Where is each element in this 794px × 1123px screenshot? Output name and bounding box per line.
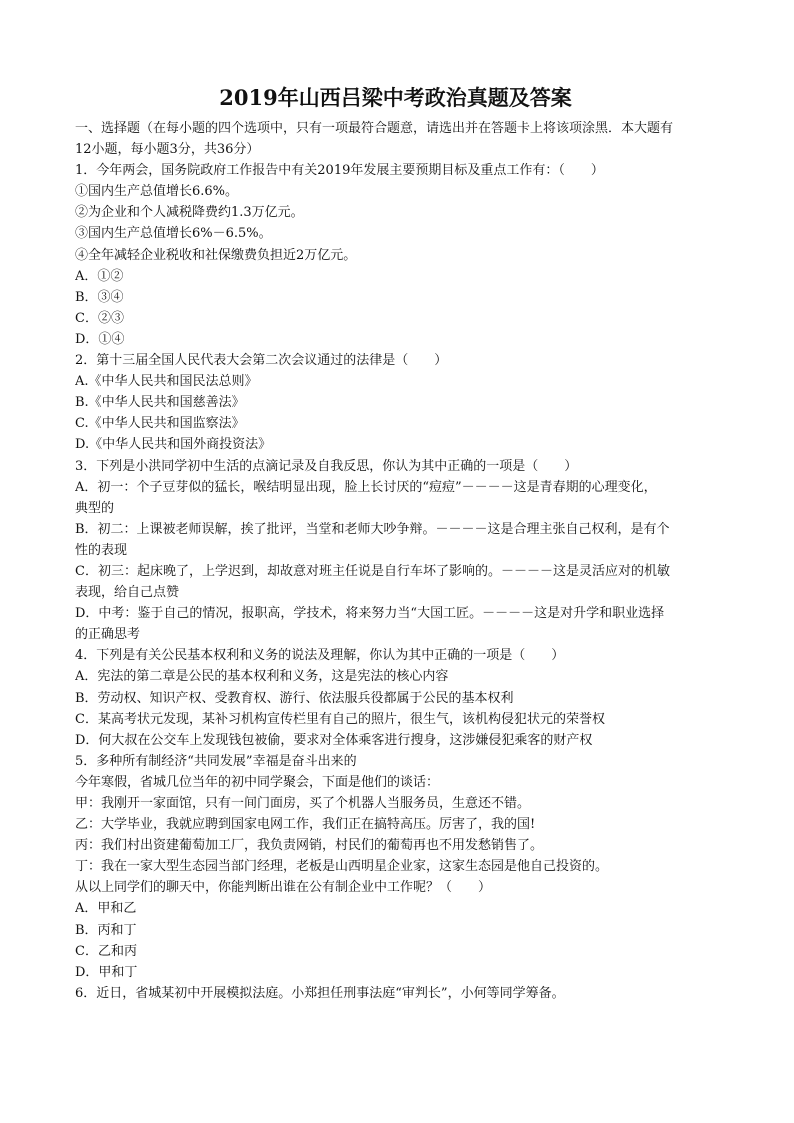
text-line: 的正确思考 — [75, 627, 141, 643]
document-title: 2019年山西吕梁中考政治真题及答案 — [219, 85, 572, 110]
text-line: C.《中华人民共和国监察法》 — [75, 416, 245, 432]
text-line: 一、选择题（在每小题的四个选项中，只有一项最符合题意，请选出并在答题卡上将该项涂黑．本大题有 — [75, 121, 674, 136]
text-line: ④全年减轻企业税收和社保缴费负担近2万亿元。 — [75, 247, 357, 263]
text-line: 3．下列是小洪同学初中生活的点滴记录及自我反思，你认为其中正确的一项是（ ） — [75, 458, 578, 474]
text-line: D．中考：鉴于自己的情况，报职高，学技术，将来努力当“大国工匠。－－－－这是对升学和职业选择 — [75, 606, 665, 622]
text-line: 乙：大学毕业，我就应聘到国家电网工作，我们正在搞特高压。厉害了，我的国! — [75, 817, 536, 833]
text-line: C．②③ — [75, 310, 124, 326]
text-line: 性的表现 — [75, 542, 128, 558]
text-line: C．乙和丙 — [75, 943, 137, 959]
text-line: ②为企业和个人减税降费约1.3万亿元。 — [75, 205, 304, 221]
text-line: 从以上同学们的聊天中，你能判断出谁在公有制企业中工作呢？（ ） — [75, 880, 492, 896]
text-line: B．丙和丁 — [75, 922, 137, 938]
text-line: 丙：我们村出资建葡萄加工厂，我负责网销，村民们的葡萄再也不用发愁销售了。 — [75, 838, 544, 854]
text-line: A.《中华人民共和国民法总则》 — [75, 374, 258, 390]
document-body — [75, 118, 716, 1004]
text-line: B．③④ — [75, 289, 124, 305]
text-line: 典型的 — [75, 500, 115, 516]
text-line: 今年寒假，省城几位当年的初中同学聚会，下面是他们的谈话： — [75, 774, 440, 790]
text-line: ③国内生产总值增长6%－6.5%。 — [75, 226, 272, 242]
text-line: B.《中华人民共和国慈善法》 — [75, 395, 245, 411]
text-line: A．初一：个子豆芽似的猛长，喉结明显出现，脸上长讨厌的“痘痘”－－－－这是青春期的心理变化， — [75, 479, 657, 495]
text-line: B．劳动权、知识产权、受教育权、游行、依法服兵役都属于公民的基本权利 — [75, 690, 514, 706]
text-line: 12小题，每小题3分，共36分） — [75, 142, 260, 158]
text-line: C．初三：起床晚了，上学迟到，却故意对班主任说是自行车坏了影响的。－－－－这是灵活应对的机敏 — [75, 563, 670, 579]
text-line: 6．近日，省城某初中开展模拟法庭。小郑担任刑事法庭“审判长”，小何等同学筹备。 — [75, 985, 565, 1001]
text-line: A．宪法的第二章是公民的基本权利和义务，这是宪法的核心内容 — [75, 669, 449, 685]
text-line: D．甲和丁 — [75, 964, 138, 980]
text-line: A．①② — [75, 268, 124, 284]
text-line: C．某高考状元发现，某补习机构宣传栏里有自己的照片，很生气，该机构侵犯状元的荣誉权 — [75, 711, 605, 727]
text-line: 5．多种所有制经济“共同发展”幸福是奋斗出来的 — [75, 753, 357, 769]
text-line: A．甲和乙 — [75, 901, 137, 917]
text-line: 丁：我在一家大型生态园当部门经理，老板是山西明星企业家，这家生态园是他自己投资的。 — [75, 859, 609, 875]
text-line: 4．下列是有关公民基本权利和义务的说法及理解，你认为其中正确的一项是（ ） — [75, 648, 565, 664]
text-line: 2．第十三届全国人民代表大会第二次会议通过的法律是（ ） — [75, 353, 448, 369]
text-line: 1．今年两会，国务院政府工作报告中有关2019年发展主要预期目标及重点工作有：（ ） — [75, 163, 604, 179]
text-line: 表现，给自己点赞 — [75, 585, 180, 601]
text-line: D．①④ — [75, 331, 125, 347]
text-line: D.《中华人民共和国外商投资法》 — [75, 437, 272, 453]
text-line: D．何大叔在公交车上发现钱包被偷，要求对全体乘客进行搜身，这涉嫌侵犯乘客的财产权 — [75, 732, 593, 748]
text-line: B．初二：上课被老师误解，挨了批评，当堂和老师大吵争辩。－－－－这是合理主张自己权利，是有个 — [75, 521, 670, 537]
text-line: 甲：我刚开一家面馆，只有一间门面房，买了个机器人当服务员，生意还不错。 — [75, 796, 531, 811]
text-line: ①国内生产总值增长6.6%。 — [75, 184, 239, 200]
